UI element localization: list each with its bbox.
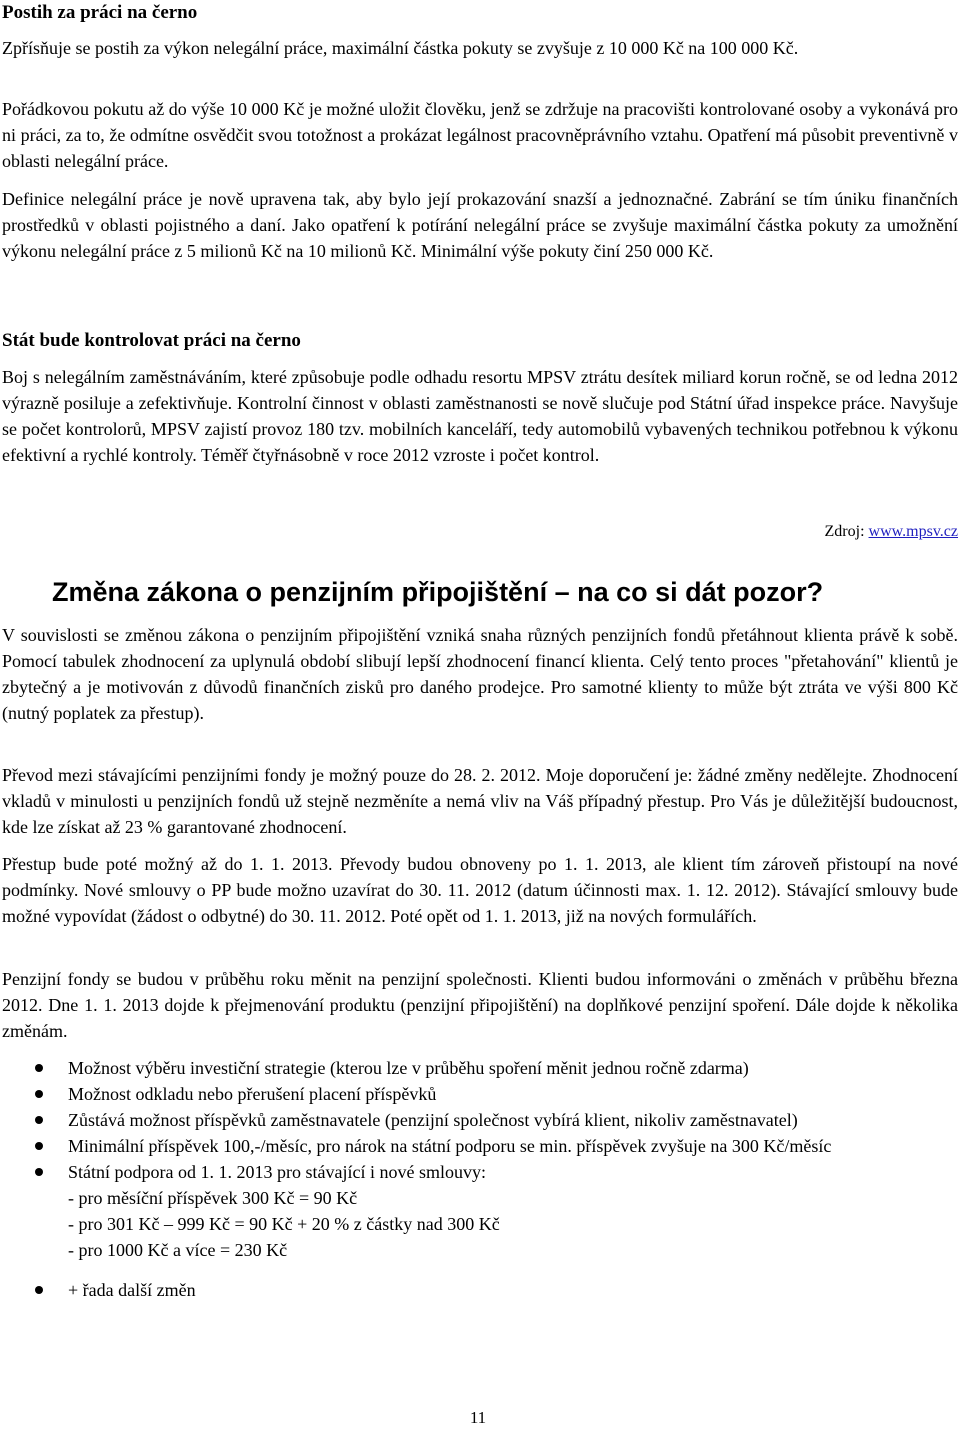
list-item bbox=[2, 1081, 958, 1107]
paragraph: Boj s nelegálním zaměstnáváním, které způsobuje podle odhadu resortu MPSV ztrátu desítek miliard korun ročně, se od ledna 2012 výrazně posiluje a zefektivňuje. Kontrolní činnost v oblasti zaměstnanosti se nově slučuje pod Státní úřad inspekce práce. Navyšuje se počet kontrolorů, MPSV zajistí provoz 180 tzv. mobilních kanceláří, tedy automobilů vybavených technikou potřebnou k výkonu efektivní a rychlé kontroly. Téměř čtyřnásobně v roce 2012 vzroste i počet kontrol. bbox=[2, 367, 958, 465]
changes-list bbox=[2, 1055, 958, 1303]
paragraph: Pořádkovou pokutu až do výše 10 000 Kč je možné uložit člověku, jenž se zdržuje na pracovišti kontrolované osoby a vykonává pro ni práci, za to, že odmítne osvědčit svou totožnost a prokázat legálnost pracovněprávního vztahu. Opatření má působit preventivně v oblasti nelegální práce. bbox=[2, 99, 958, 171]
page-number: 11 bbox=[469, 1408, 487, 1427]
list-item bbox=[2, 1055, 958, 1081]
list-item-text: Zůstává možnost příspěvků zaměstnavatele (penzijní společnost vybírá klient, nikoliv zaměstnavatel) bbox=[68, 1110, 798, 1130]
list-item bbox=[2, 1277, 958, 1303]
paragraph: Převod mezi stávajícími penzijními fondy je možný pouze do 28. 2. 2012. Moje doporučení je: žádné změny nedělejte. Zhodnocení vkladů v minulosti u penzijních fondů už stejně nezměníte a nemá vliv na Váš případný přestup. Pro Vás je důležitější budoucnost, kde lze získat až 23 % garantované zhodnocení. bbox=[2, 765, 958, 837]
paragraph: Zpřísňuje se postih za výkon nelegální práce, maximální částka pokuty se zvyšuje z 10 000 Kč na 100 000 Kč. bbox=[2, 38, 799, 58]
bullet-icon bbox=[35, 1064, 43, 1072]
list-item-text: Možnost odkladu nebo přerušení placení příspěvků bbox=[68, 1084, 437, 1104]
list-item bbox=[2, 1159, 958, 1263]
section-heading-state-inspection: Stát bude kontrolovat práci na černo bbox=[2, 330, 301, 351]
list-item bbox=[2, 1107, 958, 1133]
bullet-icon bbox=[35, 1168, 43, 1176]
list-item bbox=[2, 1133, 958, 1159]
source-label: Zdroj: bbox=[824, 523, 869, 540]
paragraph: Definice nelegální práce je nově upravena tak, aby bylo její prokazování snazší a jednoznačné. Zabrání se tím úniku finančních prostředků v oblasti pojistného a daní. Jako opatření k potírání nelegální práce se zvyšuje maximální částka pokuty za umožnění výkonu nelegální práce z 5 milionů Kč na 10 milionů Kč. Minimální výše pokuty činí 250 000 Kč. bbox=[2, 189, 958, 261]
paragraph: V souvislosti se změnou zákona o penzijním připojištění vzniká snaha různých penzijních fondů přetáhnout klienta právě k sobě. Pomocí tabulek zhodnocení za uplynulá období slibují lepší zhodnocení financí klienta. Celý tento proces "přetahování" klientů je zbytečný a je motivován z důvodů finančních zisků pro daného prodejce. Pro samotné klienty to může být ztráta ve výši 800 Kč (nutný poplatek za přestup). bbox=[2, 625, 958, 723]
sub-item: - pro měsíční příspěvek 300 Kč = 90 Kč bbox=[68, 1188, 358, 1208]
section-heading-illegal-work-penalty: Postih za práci na černo bbox=[2, 2, 198, 23]
sub-item: - pro 1000 Kč a více = 230 Kč bbox=[68, 1240, 288, 1260]
bullet-icon bbox=[35, 1090, 43, 1098]
list-item-text: Možnost výběru investiční strategie (kterou lze v průběhu spoření měnit jednou ročně zdarma) bbox=[68, 1058, 749, 1078]
bullet-icon bbox=[35, 1116, 43, 1124]
paragraph: Penzijní fondy se budou v průběhu roku měnit na penzijní společnosti. Klienti budou informováni o změnách v průběhu března 2012. Dne 1. 1. 2013 dojde k přejmenování produktu (penzijní připojištění) na doplňkové penzijní spoření. Dále dojde k několika změnám. bbox=[2, 969, 958, 1041]
article-title: Změna zákona o penzijním připojištění – na co si dát pozor? bbox=[52, 577, 824, 607]
bullet-icon bbox=[35, 1142, 43, 1150]
list-item-text: Státní podpora od 1. 1. 2013 pro stávající i nové smlouvy: bbox=[68, 1162, 486, 1182]
source-link[interactable]: www.mpsv.cz bbox=[868, 523, 958, 540]
list-item-text: + řada další změn bbox=[68, 1280, 196, 1300]
sub-item: - pro 301 Kč – 999 Kč = 90 Kč + 20 % z částky nad 300 Kč bbox=[68, 1214, 500, 1234]
list-item-text: Minimální příspěvek 100,-/měsíc, pro nárok na státní podporu se min. příspěvek zvyšuje na 300 Kč/měsíc bbox=[68, 1136, 832, 1156]
source-line bbox=[825, 521, 958, 543]
bullet-icon bbox=[35, 1286, 43, 1294]
paragraph: Přestup bude poté možný až do 1. 1. 2013. Převody budou obnoveny po 1. 1. 2013, ale klient tím zároveň přistoupí na nové podmínky. Nové smlouvy o PP bude možno uzavírat do 30. 11. 2012 (datum účinnosti max. 1. 12. 2012). Stávající smlouvy bude možné vypovídat (žádost o odbytné) do 30. 11. 2012. Poté opět od 1. 1. 2013, již na nových formulářích. bbox=[2, 854, 958, 926]
